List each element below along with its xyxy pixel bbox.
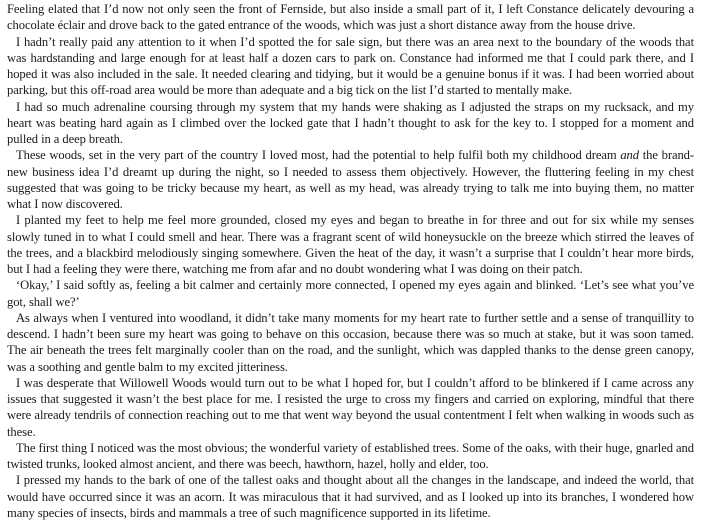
paragraph-7 <box>7 310 694 375</box>
paragraph-text: As always when I ventured into woodland, it didn’t take many moments for my heart rate to further settle and a sense of tranquillity to descend. I hadn’t been sure my heart was going to behave on this occasion, because there was so much at stake, but it was soon tamed. The air beneath the trees felt marginally cooler than on the road, and the sunlight, which was dappled thanks to the dense green canopy, was a soothing and gentle balm to my excited jitteriness. <box>7 310 694 374</box>
paragraph-9 <box>7 440 694 473</box>
paragraph-1 <box>7 1 694 34</box>
paragraph-2 <box>7 34 694 99</box>
paragraph-text: the brand-new business idea I’d dreamt up during the night, so I needed to assess them objectively. However, the fluttering feeling in my chest suggested that was going to be tricky because my heart, as well as my head, was already trying to talk me into buying them, no matter what I now discovered. <box>7 148 695 211</box>
paragraph-text: ‘Okay,’ I said softly as, feeling a bit calmer and certainly more connected, I opened my eyes again and blinked. ‘Let’s see what you’ve got, shall we?’ <box>7 278 694 309</box>
paragraph-text: Feeling elated that I’d now not only seen the front of Fernside, but also inside a small part of it, I left Constance delicately devouring a chocolate éclair and drove back to the gated entrance of the woods, which was just a short distance away from the house drive. <box>7 2 694 33</box>
paragraph-3 <box>7 99 694 148</box>
paragraph-text: I had so much adrenaline coursing through my system that my hands were shaking as I adjusted the straps on my rucksack, and my heart was beating hard again as I climbed over the locked gate that I hadn’t thought to ask for the key to. I stopped for a moment and pulled in a deep breath. <box>7 99 694 146</box>
paragraph-4 <box>7 147 694 212</box>
paragraph-10 <box>7 472 694 521</box>
paragraph-6 <box>7 277 694 310</box>
paragraph-5 <box>7 212 694 277</box>
emphasis-text: and <box>620 148 639 163</box>
paragraph-text: The first thing I noticed was the most obvious; the wonderful variety of established trees. Some of the oaks, with their huge, gnarled and twisted trunks, looked almost ancient, and there was beech, hawthorn, hazel, holly and elder, too. <box>7 440 694 471</box>
paragraph-text: I was desperate that Willowell Woods would turn out to be what I hoped for, but I couldn’t afford to be blinkered if I came across any issues that suggested it wasn’t the best place for me. I resisted the urge to cross my fingers and carried on exploring, mindful that there were already tendrils of connection reaching out to me that went way beyond the usual contentment I felt when walking in woods such as these. <box>7 375 694 439</box>
paragraph-8 <box>7 375 694 440</box>
paragraph-text: These woods, set in the very part of the country I loved most, had the potential to help fulfil both my childhood dream <box>16 148 621 163</box>
paragraph-text: I planted my feet to help me feel more grounded, closed my eyes and began to breathe in for three and out for six while my senses slowly tuned in to what I could smell and hear. There was a fragrant scent of wild honeysuckle on the breeze which stirred the leaves of the trees, and a blackbird melodiously singing somewhere. Given the heat of the day, it wasn’t a surprise that I couldn’t hear more birds, but I had a feeling they were there, watching me from afar and no doubt wondering what I was doing on their patch. <box>7 213 694 276</box>
paragraph-text: I pressed my hands to the bark of one of the tallest oaks and thought about all the changes in the landscape, and indeed the world, that would have occurred since it was an acorn. It was miraculous that it had survived, and as I looked up into its branches, I wondered how many species of insects, birds and mammals a tree of such magnificence supported in its lifetime. <box>7 473 694 520</box>
paragraph-text: I hadn’t really paid any attention to it when I’d spotted the for sale sign, but there was an area next to the boundary of the woods that was hardstanding and large enough for at least half a dozen cars to park on. Constance had informed me that I could park there, and I hoped it was also included in the sale. It needed clearing and tidying, but it would be a genuine bonus if it was. I had been worried about parking, but this off-road area would be more than adequate and a big tick on the list I’d started to mentally make. <box>7 34 694 98</box>
